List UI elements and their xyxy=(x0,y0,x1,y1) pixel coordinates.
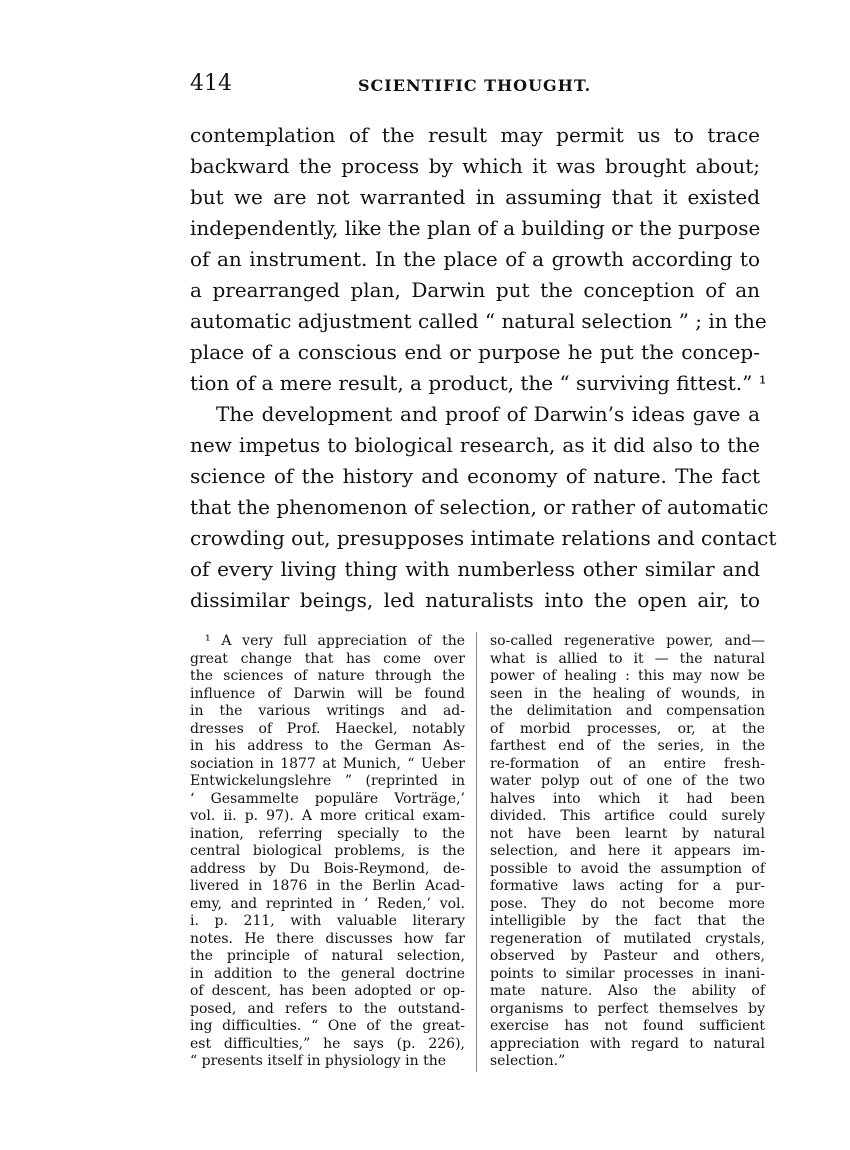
footnote-line: i. p. 211, with valuable literary xyxy=(190,913,465,929)
footnote-line: possible to avoid the assumption of xyxy=(490,860,765,877)
footnote-line: the principle of natural selection, xyxy=(190,948,465,964)
footnote-line: divided. This artifice could surely xyxy=(490,808,765,824)
footnote-line: what is allied to it — the natural xyxy=(490,650,765,667)
footnote-line: ¹ A very full appreciation of the xyxy=(205,633,465,649)
footnote-line: re-formation of an entire fresh- xyxy=(490,755,765,772)
footnote-line: halves into which it had been xyxy=(490,790,765,807)
body-line: independently, like the plan of a building or the purpose xyxy=(190,216,761,240)
footnote-line: regeneration of mutilated crystals, xyxy=(490,930,765,947)
body-line: of an instrument. In the place of a growth according to xyxy=(190,247,760,271)
footnote-column-divider xyxy=(476,632,477,1072)
body-line: science of the history and economy of nature. The fact xyxy=(190,464,760,488)
footnote-line: so-called regenerative power, and— xyxy=(490,633,765,649)
footnote-line: “ presents itself in physiology in the xyxy=(190,1053,446,1069)
body-line: contemplation of the result may permit us to trace xyxy=(190,123,760,147)
body-line: crowding out, presupposes intimate relations and contact xyxy=(190,526,777,550)
body-line: a prearranged plan, Darwin put the conception of an xyxy=(190,278,760,302)
body-line: of every living thing with numberless other similar and xyxy=(190,557,760,581)
footnote-line: observed by Pasteur and others, xyxy=(490,948,765,964)
footnote-line: influence of Darwin will be found xyxy=(190,685,465,702)
footnote-line: intelligible by the fact that the xyxy=(490,913,765,929)
footnote-line: appreciation with regard to natural xyxy=(490,1035,765,1052)
footnote-line: selection, and here it appears im- xyxy=(490,843,765,859)
footnote-line: ing difficulties. “ One of the great- xyxy=(190,1018,465,1034)
body-line: backward the process by which it was brought about; xyxy=(190,154,760,178)
body-line: place of a conscious end or purpose he put the concep- xyxy=(190,340,760,364)
footnote-line: notes. He there discusses how far xyxy=(190,930,465,947)
footnote-line: points to similar processes in inani- xyxy=(490,965,765,982)
body-line: dissimilar beings, led naturalists into the open air, to xyxy=(190,588,760,612)
body-line: but we are not warranted in assuming that it existed xyxy=(190,185,760,209)
body-line: new impetus to biological research, as it did also to the xyxy=(190,433,760,457)
footnote-line: selection.” xyxy=(490,1053,566,1069)
footnote-line: seen in the healing of wounds, in xyxy=(490,685,765,702)
footnote-line: sociation in 1877 at Munich, “ Ueber xyxy=(190,755,465,772)
footnote-line: water polyp out of one of the two xyxy=(490,773,765,789)
footnote-line: posed, and refers to the outstand- xyxy=(190,1000,465,1017)
footnote-line: est difficulties,” he says (p. 226), xyxy=(190,1035,465,1052)
footnote-line: mate nature. Also the ability of xyxy=(490,983,765,999)
running-title: SCIENTIFIC THOUGHT. xyxy=(358,76,592,95)
footnote-line: address by Du Bois-Reymond, de- xyxy=(190,860,465,877)
footnote-line: dresses of Prof. Haeckel, notably xyxy=(190,720,465,737)
footnote-line: livered in 1876 in the Berlin Acad- xyxy=(190,878,465,894)
body-line: that the phenomenon of selection, or rather of automatic xyxy=(190,495,769,519)
footnote-line: exercise has not found sufficient xyxy=(490,1018,765,1034)
footnote-line: of descent, has been adopted or op- xyxy=(190,983,465,999)
body-line: tion of a mere result, a product, the “ surviving fittest.” ¹ xyxy=(190,371,767,395)
footnote-line: ination, referring specially to the xyxy=(190,825,465,842)
footnote-line: emy, and reprinted in ‘ Reden,’ vol. xyxy=(190,895,465,912)
footnote-line: great change that has come over xyxy=(190,650,465,667)
footnote-line: of morbid processes, or, at the xyxy=(490,720,765,737)
footnote-line: not have been learnt by natural xyxy=(490,825,765,842)
footnote-line: formative laws acting for a pur- xyxy=(490,878,765,894)
footnote-line: vol. ii. p. 97). A more critical exam- xyxy=(190,808,465,824)
footnote-line: power of healing : this may now be xyxy=(490,668,765,684)
footnote-line: the sciences of nature through the xyxy=(190,668,465,684)
footnote-line: farthest end of the series, in the xyxy=(490,738,765,754)
footnote-line: ‘ Gesammelte populäre Vorträge,’ xyxy=(190,790,465,807)
footnote-line: in his address to the German As- xyxy=(190,738,465,754)
footnote-line: the delimitation and compensation xyxy=(490,703,765,719)
footnote-line: in addition to the general doctrine xyxy=(190,965,465,982)
footnote-line: organisms to perfect themselves by xyxy=(490,1000,765,1017)
footnote-line: Entwickelungslehre ” (reprinted in xyxy=(190,773,465,789)
page-number: 414 xyxy=(190,71,232,96)
footnote-line: pose. They do not become more xyxy=(490,895,765,912)
footnote-line: central biological problems, is the xyxy=(190,843,465,859)
body-line: automatic adjustment called “ natural selection ” ; in the xyxy=(190,309,767,333)
body-line: The development and proof of Darwin’s ideas gave a xyxy=(216,402,760,426)
footnote-line: in the various writings and ad- xyxy=(190,703,465,719)
